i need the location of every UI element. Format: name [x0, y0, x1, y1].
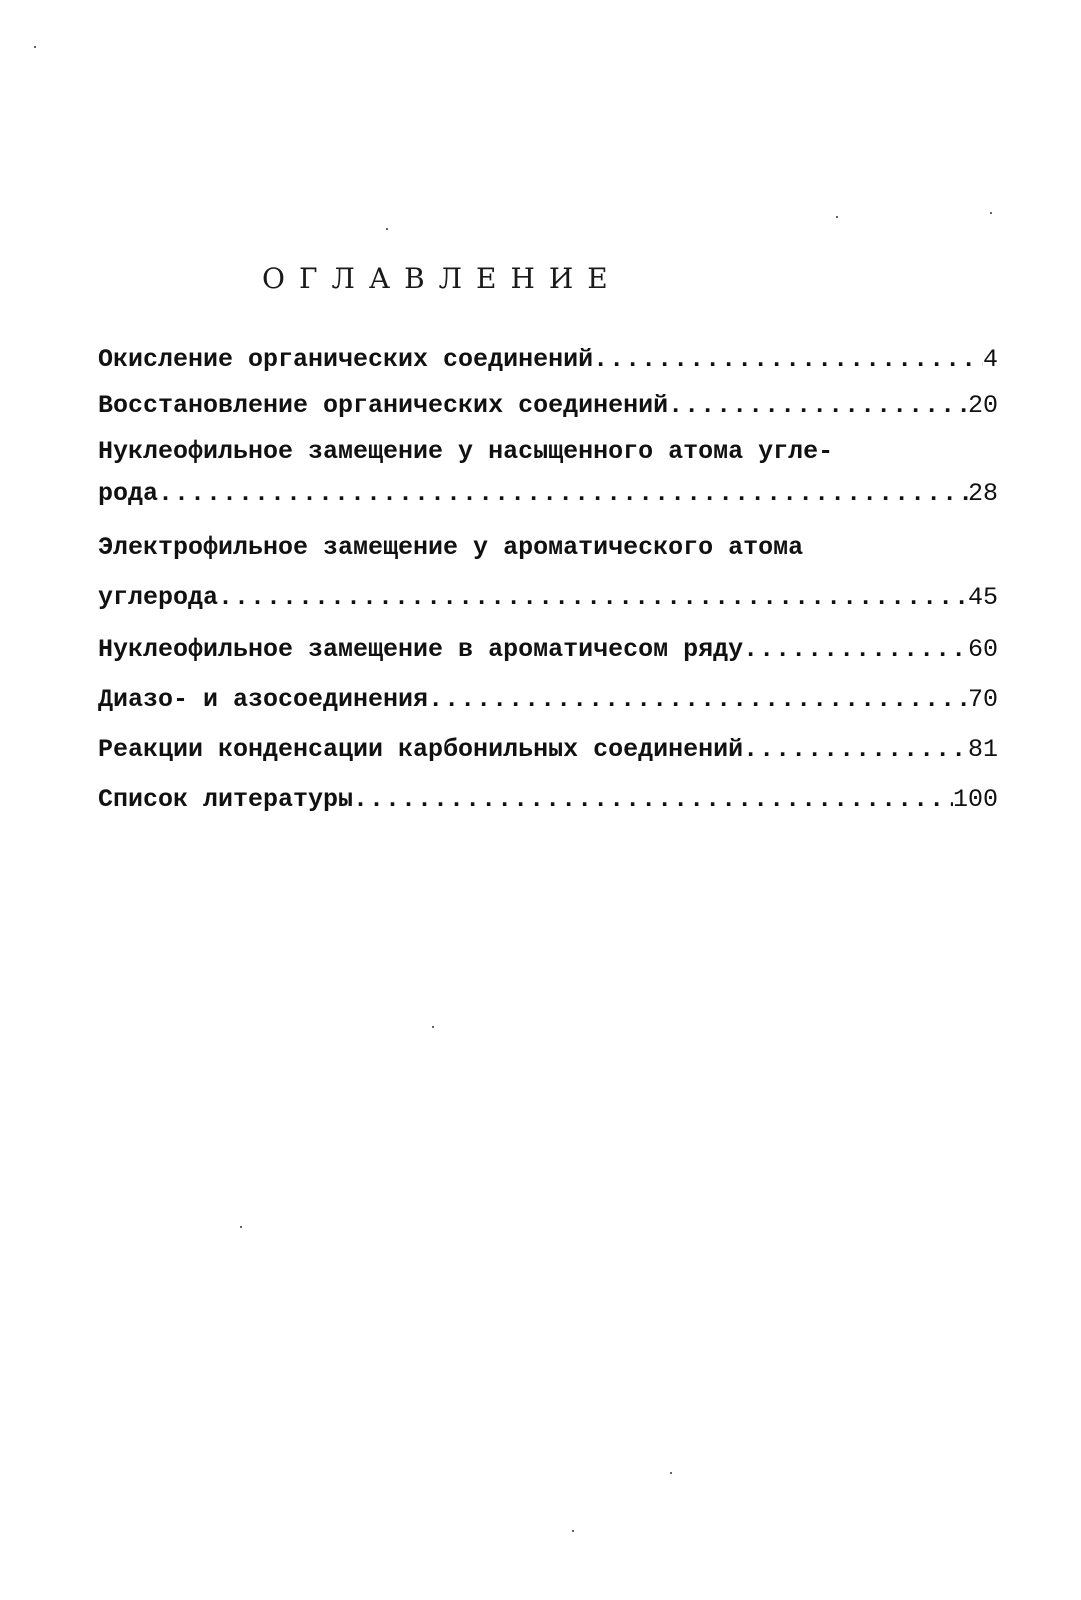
toc-entry	[98, 582, 998, 614]
toc-leader-dots	[353, 784, 953, 816]
scan-speck	[240, 1226, 242, 1228]
toc-entry-label: Нуклеофильное замещение в ароматичесом ряду	[98, 635, 744, 664]
toc-entry	[98, 390, 998, 422]
toc-entry-label: Список литературы	[98, 785, 354, 814]
toc-leader-dots	[218, 582, 968, 614]
toc-entry	[98, 784, 998, 816]
toc-leader-dots	[158, 478, 968, 510]
scan-speck	[34, 46, 36, 48]
toc-leader-dots	[668, 390, 968, 422]
scan-speck	[432, 1026, 434, 1028]
toc-entry-page: 20	[967, 391, 998, 420]
toc-entry-page: 45	[967, 583, 998, 612]
scan-speck	[572, 1530, 574, 1532]
toc-entry	[98, 734, 998, 766]
toc-leader-dots	[743, 634, 968, 666]
toc-entry	[98, 344, 998, 376]
toc-entry-page: 4	[982, 345, 998, 374]
toc-entry-page: 28	[967, 479, 998, 508]
toc-entry-label: Диазо- и азосоединения	[98, 685, 429, 714]
toc-entry-page: 60	[967, 635, 998, 664]
scan-speck	[386, 228, 388, 230]
toc-leader-dots	[593, 344, 983, 376]
scan-speck	[990, 212, 992, 214]
toc-entry-label: Окисление органических соединений	[98, 345, 594, 374]
toc-entry-label: Восстановление органических соединений	[98, 391, 669, 420]
toc-entry-page: 70	[967, 685, 998, 714]
toc-entry-label: углерода	[98, 583, 219, 612]
scan-speck	[670, 1472, 672, 1474]
toc-entry-label-line1: Электрофильное замещение у ароматического атома	[98, 533, 804, 562]
toc-entry-page: 100	[952, 785, 998, 814]
toc-entry-label: Реакции конденсации карбонильных соединений	[98, 735, 744, 764]
toc-entry	[98, 478, 998, 510]
scan-speck	[836, 216, 838, 218]
toc-leader-dots	[743, 734, 968, 766]
toc-entry-page: 81	[967, 735, 998, 764]
toc-entry	[98, 634, 998, 666]
toc-entry	[98, 684, 998, 716]
toc-leader-dots	[428, 684, 968, 716]
page-title: ОГЛАВЛЕНИЕ	[262, 262, 622, 295]
toc-entry-label: рода	[98, 479, 159, 508]
toc-entry-label-line1: Нуклеофильное замещение у насыщенного атома угле-	[98, 437, 834, 466]
